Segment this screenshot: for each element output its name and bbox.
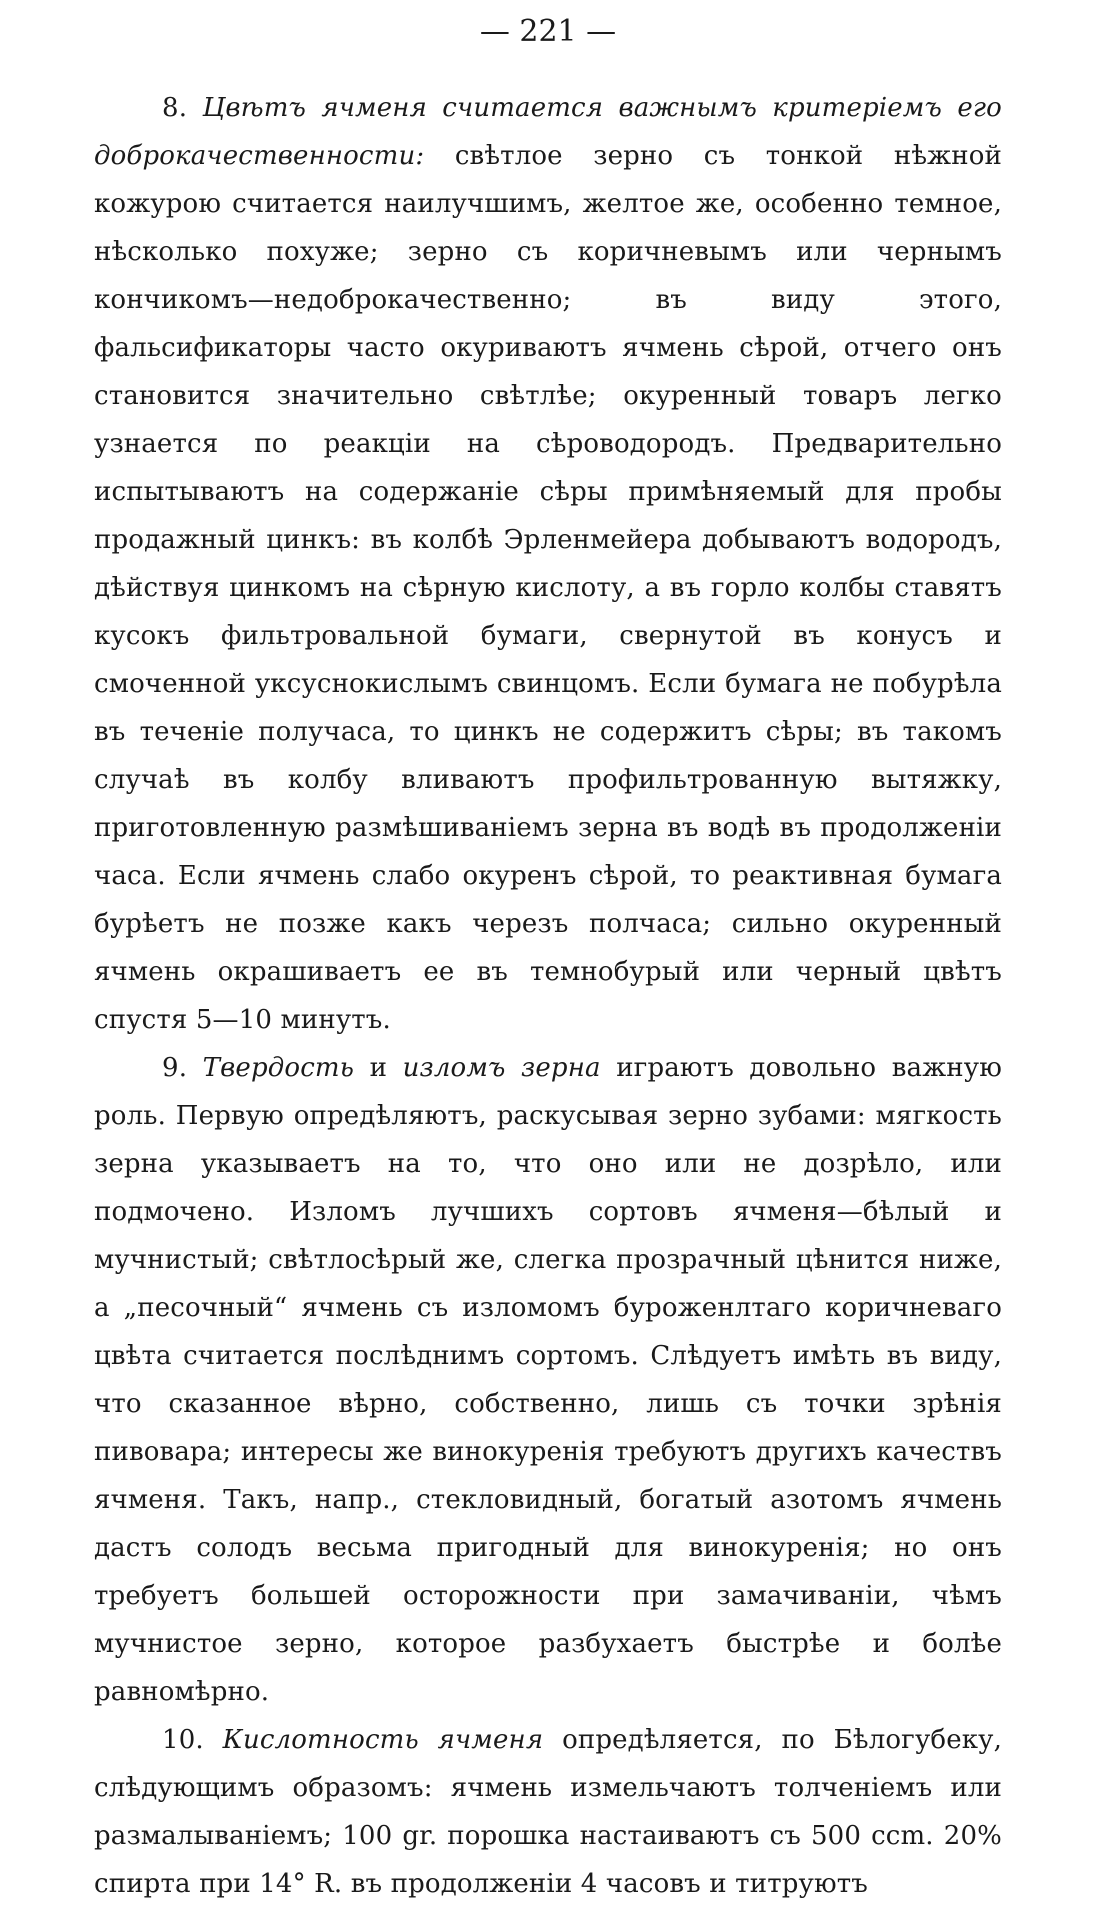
paragraph-8 (94, 84, 1002, 1044)
paragraph-heading: Цвѣтъ ячменя считается важнымъ критеріемъ его доброкачественности: (94, 93, 1002, 171)
paragraph-conjunction: и (369, 1053, 388, 1083)
paragraph-number: 8. (162, 93, 188, 123)
page-number: — 221 — (479, 14, 617, 49)
paragraph-text: опредѣляется, по Бѣлогубеку, слѣдующимъ образомъ: ячмень измельчаютъ толченіемъ или размалываніемъ; 100 gr. порошка настаиваютъ съ 500 ccm. 20% спирта при 14° R. въ продолженіи 4 часовъ и титруютъ (94, 1725, 1002, 1899)
paragraph-10 (94, 1716, 1002, 1908)
paragraph-heading: Твердость (202, 1053, 355, 1083)
paragraph-text: свѣтлое зерно съ тонкой нѣжной кожурою считается наилучшимъ, желтое же, особенно темное, нѣсколько похуже; зерно съ коричневымъ или чернымъ кончикомъ—недоброкачественно; въ виду этого, фальсификаторы часто окуриваютъ ячмень сѣрой, отчего онъ становится значительно свѣтлѣе; окуренный товаръ легко узнается по реакціи на сѣроводородъ. Предварительно испытываютъ на содержаніе сѣры примѣняемый для пробы продажный цинкъ: въ колбѣ Эрленмейера добываютъ водородъ, дѣйствуя цинкомъ на сѣрную кислоту, а въ горло колбы ставятъ кусокъ фильтровальной бумаги, свернутой въ конусъ и смоченной уксуснокислымъ свинцомъ. Если бумага не побурѣла въ теченіе получаса, то цинкъ не содержитъ сѣры; въ такомъ случаѣ въ колбу вливаютъ профильтрованную вытяжку, приготовленную размѣшиваніемъ зерна въ водѣ въ продолженіи часа. Если ячмень слабо окуренъ сѣрой, то реактивная бумага бурѣетъ не позже какъ черезъ полчаса; сильно окуренный ячмень окрашиваетъ ее въ темнобурый или черный цвѣтъ спустя 5—10 минутъ. (94, 141, 1002, 1035)
paragraph-heading-2: изломъ зерна (402, 1053, 601, 1083)
paragraph-number: 10. (162, 1725, 204, 1755)
paragraph-number: 9. (162, 1053, 188, 1083)
paragraph-text: играютъ довольно важную роль. Первую опредѣляютъ, раскусывая зерно зубами: мягкость зерна указываетъ на то, что оно или не дозрѣло, или подмочено. Изломъ лучшихъ сортовъ ячменя—бѣлый и мучнистый; свѣтлосѣрый же, слегка прозрачный цѣнится ниже, а „песочный“ ячмень съ изломомъ буроженлтаго коричневаго цвѣта считается послѣднимъ сортомъ. Слѣдуетъ имѣть въ виду, что сказанное вѣрно, собственно, лишь съ точки зрѣнія пивовара; интересы же винокуренія требуютъ другихъ качествъ ячменя. Такъ, напр., стекловидный, богатый азотомъ ячмень дастъ солодъ весьма пригодный для винокуренія; но онъ требуетъ большей осторожности при замачиваніи, чѣмъ мучнистое зерно, которое разбухаетъ быстрѣе и болѣе равномѣрно. (94, 1053, 1002, 1707)
paragraph-9 (94, 1044, 1002, 1716)
paragraph-heading: Кислотность ячменя (222, 1725, 544, 1755)
